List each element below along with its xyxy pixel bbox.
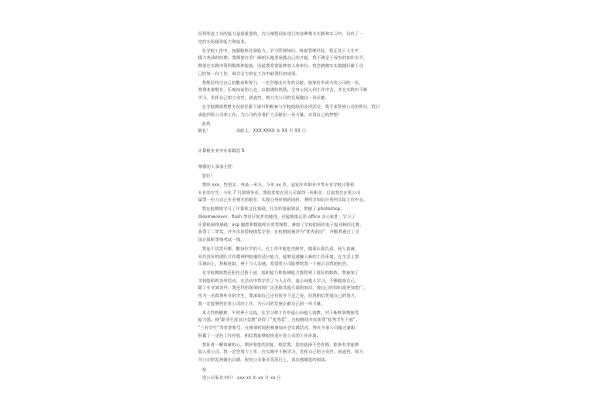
paragraph-line: 己的每一份工作，竭尽全力的在工作中取得好的成绩。 [198,70,300,76]
paragraph-line: 期望在实践中得到锻炼和提高，因此我希望能够加入贵单位。我会踏踏实实地做好属于自 [198,62,364,68]
paragraph-line: 而利用此工具的能力是最重要的，在与课程同步进行的各种相关实践和实习中，具有了一 [198,31,364,36]
greeting-text: 尊敬的人事部主管： [198,164,237,170]
paragraph-line: 我将本着敬业、乐观向前的心态，以饱满的热情，全身心投入到工作中去，并在实践中不断 [198,87,368,93]
paragraph-line: 我相信经过自己的勤奋和努力，一定会做出应有的贡献。如果有幸成为贵公司的一员， [202,79,364,85]
paragraph-line: 获得了二等奖，并多次获得校级奖学金，在校期间被评为“优秀团员”，并顺利通过了全 [198,229,360,235]
signature-line: 求职人：XXX XXXX 年 XX 月 XX 日 [236,128,307,134]
paragraph-line: 在学校期间我曾多次担任班干部并积极参与学校组织的各项活动，我不求得到公司的赏识，我只 [202,103,380,109]
paragraph-line: 在学校期间我还担任过班干部，组织能力和协调能力都得到了很好的锻炼，我参加了 [202,270,359,276]
paragraph-line: 国计算机等级考试一级。 [198,236,245,242]
paragraph-line: 具有良好的团队合作精神和较强的适应能力，能够迅速融入新的工作环境，在生活上我 [198,253,360,259]
paragraph-line: 精力充沛的时期，我渴望在更广阔的天地里展露自己的才能，我不满足于现有的知识水平， [198,55,368,61]
paragraph-line: 谋得一份与自己专业相关的职业，实现自身价值的同时，将所学知识应用到实际工作中去。 [198,197,368,203]
paragraph-line: 我是个活泼开朗、勤奋好学的人，在工作中能吃苦耐劳，做事认真负责，待人真诚， [202,245,359,251]
paragraph-line: 我一定能够胜任贵公司的工作，为公司的发展贡献自己的一份力量。 [198,300,326,306]
paragraph-line: 在学校工作中，加强锻炼处事能力，学习管理知识，吸收管理经验。我正处于人生中 [202,47,359,53]
paragraph-line: 本人性格随和，平时善于交流，在学习和工作中虚心向他人请教，对于新鲜事物接受 [202,309,359,315]
paragraph-line: 求能到贵公司来工作，为公司的业务扩大贡献出一份力量，实现自己的梦想！ [198,111,343,117]
paragraph-line: 我叫 xxx，性别女，身高一米五，今年 xx 岁，是安庆市职业中等专业学校计算机 [202,182,355,188]
paragraph-line: 学校组织的各项活动，在活动中我学会了与人合作，虚心向他人学习，不断提高自己。 [198,277,360,283]
paragraph-line: 能力强。校“职业生涯设计竞赛”获得了“优秀奖”，在校期间多次获得“优秀学生干部”、 [198,317,360,323]
paragraph-line: 为公司的发展做出贡献。祝贵公司事业蒸蒸日上，再次感谢您的阅读。 [198,356,330,362]
paragraph-line: dreamweaver、flash 等设计软件的使用，还能熟练运用 office 办公软件，学习了 [198,214,356,219]
paragraph-line: 定的实际操作能力和技术。 [198,38,249,44]
paragraph-line: “三好学生”等荣誉称号，在课余时间积极参加社会实践活动，曾在多家公司做过兼职， [198,324,360,330]
paragraph-line: 除了专业知识外，我还利用课余时间广泛涉猎其他方面的知识，使自己的知识面更加宽广。 [198,285,368,291]
paragraph-line: 计算机网络基础、asp 编程和数据库应用等课程，参加了学校组织的电子报刊制作比赛， [198,221,364,227]
letter-title: 计算机专业中专求职信 5 [198,147,245,153]
closing-text: 祝 [202,367,207,373]
closing-wish: 贵公司事业兴旺！ xxx xx 年 xx 月 xx 日 [202,375,282,380]
salutation-text: 敬礼！ [198,128,211,134]
paragraph-line: 学习，发挥自己的主动性、创造性，竭力为公司的发展做出一份贡献。 [198,94,330,100]
paragraph-line: 我在校期间学习了计算机文化基础，扎实的基础知识，掌握了 photoshop， [202,206,345,212]
paragraph-line: 作为一名即将毕业的学生，我深知自己还有很多不足之处，但我相信凭借自己的努力， [198,293,360,298]
paragraph-line: 我怀着一颗真诚的心，期待着您的回复，相信我，您的选择不会有错，如果有幸能够 [202,341,359,347]
paragraph-line: 专业的学生，今年 7 月即将毕业。我很希望在贵公司谋得一份职业，目前我会在贵公司 [198,189,361,195]
paragraph-line: 乐观向上，积极进取，善于与人沟通。希望贵公司能够给我一个展示自我的机会。 [198,261,351,267]
paragraph-line: 积累了一定的工作经验，相信我能够很快适应贵公司的工作环境。 [198,332,321,338]
hello-text: 您好！ [202,173,215,178]
paragraph-line: 加入贵公司，我一定会努力工作，在实践中不断学习，发挥自己的主动性、创造性，竭力 [198,349,364,355]
closing-text: 此致 [202,120,211,126]
